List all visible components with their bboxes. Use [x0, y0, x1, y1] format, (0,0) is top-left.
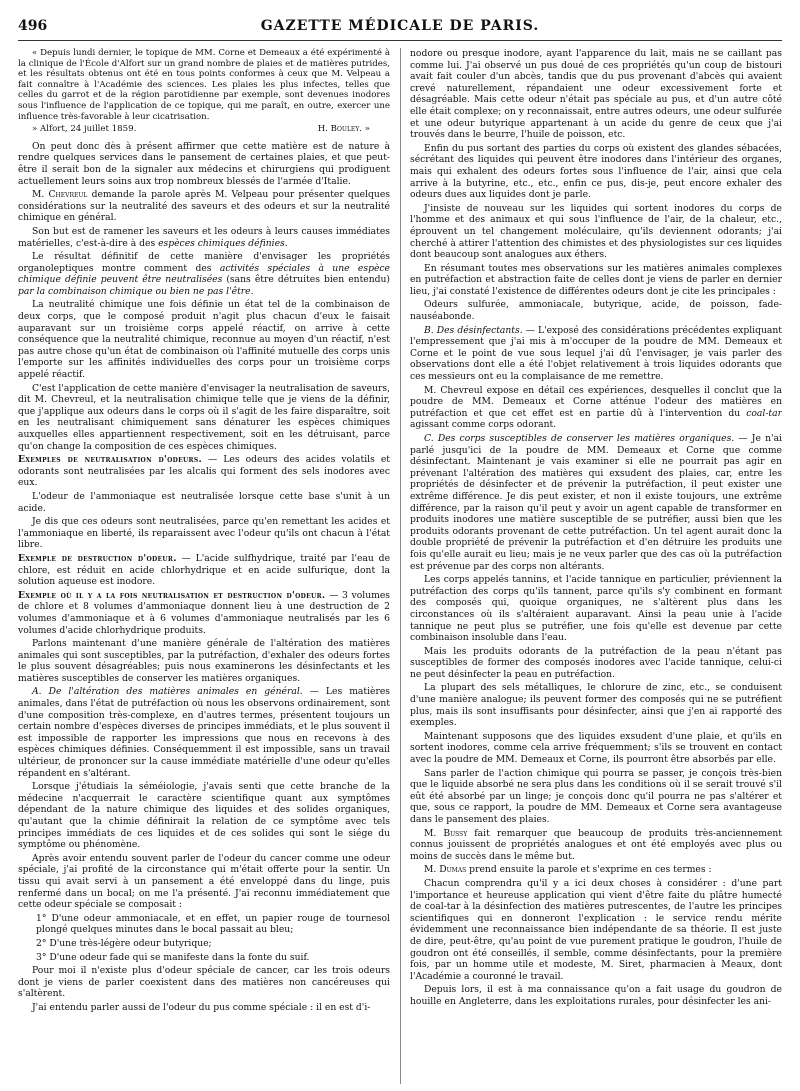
paragraph: La plupart des sels métalliques, le chlorure de zinc, etc., se conduisent d'une manière analogue; ils peuvent former des composés qui ne se putréfient plus, mais ils sont insuffisants pour désinfecter, ainsi que j'en ai rapporté des exemples.: [410, 682, 782, 729]
letter-signature: [18, 124, 390, 135]
paragraph: J'insiste de nouveau sur les liquides qui sortent inodores du corps de l'homme et des animaux et qui sous l'influence de l'air, de la chaleur, etc., éprouvent un tel changement moléculaire, qu'ils deviennent odorants; j'ai cherché à attirer l'attention des chimistes et des physiologistes sur ces liquides dont beaucoup sont analogues aux éthers.: [410, 202, 782, 261]
paragraph: On peut donc dès à présent affirmer que cette matière est de nature à rendre quelques services dans le pansement de certaines plaies, et que peut-être il serait bon de la signaler aux médecins et chirurgiens qui prodiguent actuellement leurs soins aux trop nombreux blessés de l'armée d'Italie.: [18, 140, 390, 187]
paragraph: Mais les produits odorants de la putréfaction de la peau n'étant pas susceptibles de former des composés inodores avec l'acide tannique, celui-ci ne peut désinfecter la peau en putréfaction.: [410, 645, 782, 680]
paragraph: Après avoir entendu souvent parler de l'odeur du cancer comme une odeur spéciale, j'ai profité de la circonstance qui m'était offerte pour la sentir. Un tissu qui avait servi à un pansement a été enveloppé dans du linge, puis renfermé dans un bocal; on me l'a présenté. J'ai reconnu immédiatement que cette odeur spéciale se composait :: [18, 852, 390, 911]
paragraph: Depuis lors, il est à ma connaissance qu'on a fait usage du goudron de houille en Angleterre, dans les exploitations rurales, pour désinfecter les ani-: [410, 984, 782, 1007]
paragraph: Maintenant supposons que des liquides exsudent d'une plaie, et qu'ils en sortent inodores, comme cela arrive fréquemment; s'ils se trouvent en contact avec la poudre de MM. Demeaux et Corne, ils pourront être absorbés par elle.: [410, 730, 782, 766]
signature-name: H. Bouley. »: [317, 124, 370, 135]
quoted-letter: « Depuis lundi dernier, le topique de MM. Corne et Demeaux a été expérimenté à la clinique de l'École d'Alfort sur un grand nombre de plaies et de matières putrides, et les résultats obtenus ont été en tous points conformes à ceux que M. Velpeau a fait connaître à l'Académie des sciences. Les plaies les plus infectes, telles que celles du garrot et de la région parotidienne par exemple, sont devenues inodores sous l'influence de l'application de ce topique, qui me paraît, en outre, exercer une influence très-favorable à leur cicatrisation.: [18, 48, 390, 122]
section-heading: B. Des désinfectants.: [424, 324, 523, 336]
speaker-name: M. Chevreul: [32, 189, 88, 201]
list-item: 2° D'une très-légère odeur butyrique;: [36, 937, 212, 949]
paragraph: Exemples de neutralisation d'odeurs. — Les odeurs des acides volatils et odorants sont neutralisées par les alcalis qui forment des sels inodores avec eux.: [18, 454, 390, 489]
paragraph: nodore ou presque inodore, ayant l'apparence du lait, mais ne se caillant pas comme lui. J'ai observé un pus doué de ces propriétés qu'un coup de bistouri avait fait couler d'un abcès, tandis que du pus provenant d'abcès qui avaient crevé naturellement, répandaient une odeur excessivement forte et désagréable. Mais cette odeur n'était pas spéciale au pus, et d'un autre côté elle était complexe; on y reconnaissait, entre autres odeurs, une odeur sulfurée et une odeur butyrique appartenant à un acide du genre de ceux que j'ai trouvés dans le beurre, l'huile de poisson, etc.: [410, 48, 782, 141]
paragraph: La neutralité chimique une fois définie un état tel de la combinaison de deux corps, que le composé produit n'agit plus chacun d'eux le faisait auparavant sur un troisième corps appelé réactif, on arrive à cette conséquence que la neutralité chimique, reconnue au moyen d'un réactif, n'est pas autre chose qu'un état de combinaison où l'affinité mutuelle des corps unis l'emporte sur les affinités individuelles des corps pour un troisième corps appelé réactif.: [18, 299, 390, 381]
signature-place-date: » Alfort, 24 juillet 1859.: [32, 124, 137, 135]
paragraph: Exemple de destruction d'odeur. — L'acide sulfhydrique, traité par l'eau de chlore, est réduit en acide chlorhydrique et en acide sulfurique, dont la solution aqueuse est inodore.: [18, 552, 390, 588]
paragraph: Exemple où il y a la fois neutralisation et destruction d'odeur. — 3 volumes de chlore et 8 volumes d'ammoniaque donnent lieu à une destruction de 2 volumes d'ammoniaque et à 6 volumes d'ammoniaque neutralisés par les 6 volumes d'acide chlorhydrique produits.: [18, 589, 390, 636]
speaker-name: M. Bussy: [424, 827, 468, 839]
paragraph: M. Chevreul demande la parole après M. Velpeau pour présenter quelques considérations sur la neutralité des saveurs et des odeurs et sur la neutralité chimique en général.: [18, 189, 390, 224]
paragraph: Enfin du pus sortant des parties du corps où existent des glandes sébacées, sécrétant des liquides qui peuvent être inodores dans l'intérieur des organes, mais qui exhalent des odeurs fortes sous l'influence de l'air, ainsi que cela arrive à la butyrine, etc., etc., enfin ce pus, dis-je, peut encore exhaler des odeurs dues aux liquides dont je parle.: [410, 142, 782, 201]
paragraph: M. Bussy fait remarquer que beaucoup de produits très-anciennement connus jouissent de propriétés analogues et ont été employés avec plus ou moins de succès dans le même but.: [410, 827, 782, 862]
page-header: [18, 18, 782, 36]
section-heading: A. De l'altération des matières animales en général.: [32, 686, 303, 698]
paragraph: C. Des corps susceptibles de conserver les matières organiques. — Je n'ai parlé jusqu'ici de la poudre de MM. Demeaux et Corne que comme désinfectant. Maintenant je vais examiner si elle ne pourrait pas agir en prévenant l'altération des matières qui exsudent des plaies, car, entre les propriétés de désinfecter et de prévenir la putréfaction, il peut exister une extrême différence. Je dis peut exister, et non il existe toujours, une extrême différence, par la raison qu'il peut y avoir un agent capable de transformer en produits inodores une matière susceptible de se putréfier, aussi bien que les produits odorants provenant de cette putréfaction. Un tel agent aurait donc la double propriété de prévenir la putréfaction et d'en détruire les produits une fois qu'elle aurait eu lieu; mais je ne veux parler que des cas où la putréfaction est prévenue par des corps non altérants.: [410, 433, 782, 572]
paragraph: A. De l'altération des matières animales en général. — Les matières animales, dans l'état de putréfaction où nous les observons ordinairement, sont d'une composition très-complexe, en d'autres termes, présentent toujours un certain nombre d'espèces diverses de principes immédiats, et le plus souvent il est impossible de rapporter les impressions que nous en recevons à des espèces chimiques définies. Conséquemment il est impossible, sans un travail ultérieur, de prononcer sur la cause immédiate matérielle d'une odeur qu'elles répandent en s'altérant.: [18, 686, 390, 779]
paragraph: M. Chevreul expose en détail ces expériences, desquelles il conclut que la poudre de MM. Demeaux et Corne atténue l'odeur des matières en putréfaction et que cet effet est en partie dû à l'intervention du coal-tar agissant comme corps odorant.: [410, 384, 782, 431]
journal-title: GAZETTE MÉDICALE DE PARIS.: [260, 18, 540, 34]
paragraph: Le résultat définitif de cette manière d'envisager les propriétés organoleptiques montre comment des activités spéciales à une espèce chimique définie peuvent être neutralisées (sans être détruites bien entendu) par la combinaison chimique ou bien ne pas l'être.: [18, 251, 390, 297]
paragraph: Son but est de ramener les saveurs et les odeurs à leurs causes immédiates matérielles, c'est-à-dire à des espèces chimiques définies.: [18, 225, 390, 249]
section-heading: Exemples de neutralisation d'odeurs.: [18, 454, 202, 466]
paragraph: Les corps appelés tannins, et l'acide tannique en particulier, préviennent la putréfaction des corps qu'ils tannent, parce qu'ils s'y combinent en formant des composés qui, quoique organiques, ne s'altèrent plus dans les circonstances où ils s'altéraient auparavant. Ainsi la peau unie à l'acide tannique ne peut plus se putréfier, une fois qu'elle est devenue par cette combinaison insoluble dans l'eau.: [410, 574, 782, 644]
paragraph: Sans parler de l'action chimique qui pourra se passer, je conçois très-bien que le liquide absorbé ne sera plus dans les conditions où il se serait trouvé s'il eût été absorbé par un linge; je conçois donc qu'il pourra ne pas s'altérer et que, sous ce rapport, la poudre de MM. Demeaux et Corne sera avantageuse dans le pansement des plaies.: [410, 767, 782, 825]
header-rule: [18, 40, 782, 41]
paragraph: Odeurs sulfurée, ammoniacale, butyrique, acide, de poisson, fade-nauséabonde.: [410, 299, 782, 323]
paragraph: Parlons maintenant d'une manière générale de l'altération des matières animales qui sont susceptibles, par la putréfaction, d'exhaler des odeurs fortes le plus souvent désagréables; puis nous examinerons les désinfectants et les matières susceptibles de conserver les matières organiques.: [18, 638, 390, 684]
paragraph: En résumant toutes mes observations sur les matières animales complexes en putréfaction et abstraction faite de celles dont je viens de parler en dernier lieu, j'ai constaté l'existence de différentes odeurs dont je cite les principales :: [410, 262, 782, 297]
section-heading: Exemple de destruction d'odeur.: [18, 552, 177, 564]
paragraph: Lorsque j'étudiais la séméiologie, j'avais senti que cette branche de la médecine n'acquerrait le caractère scientifique quant aux symptômes dépendant de la nature chimique des liquides et des solides organiques, qu'autant que la chimie définirait la relation de ce symptôme avec tels principes immédiats de ces liquides et de ces solides qui sont le siége du symptôme ou phénomène.: [18, 781, 390, 851]
list-item: 3° D'une odeur fade qui se manifeste dans la fonte du suif.: [36, 951, 310, 963]
section-heading: Exemple où il y a la fois neutralisation et destruction d'odeur.: [18, 589, 326, 601]
speaker-name: M. Dumas: [424, 864, 467, 876]
paragraph: M. Dumas prend ensuite la parole et s'exprime en ces termes :: [424, 864, 712, 876]
page-number: 496: [18, 18, 48, 34]
right-column: [410, 48, 782, 1088]
paragraph: Chacun comprendra qu'il y a ici deux choses à considérer : d'une part l'importance et heureuse application qui vient d'être faite du plâtre humecté de coal-tar à la désinfection des matières putrescentes, de l'autre les principes scientifiques qui en donneront l'explication : le service rendu mérite évidemment une reconnaissance bien indépendante de sa théorie. Il est juste de dire, peut-être, qu'au point de vue purement pratique le goudron, l'huile de goudron ont été conseillés, il semble, comme désinfectants, pour la première fois, par un homme utile et modeste, M. Siret, pharmacien à Meaux, dont l'Académie a couronné le travail.: [410, 877, 782, 982]
paragraph: L'odeur de l'ammoniaque est neutralisée lorsque cette base s'unit à un acide.: [18, 490, 390, 514]
paragraph: Pour moi il n'existe plus d'odeur spéciale de cancer, car les trois odeurs dont je viens de parler coexistent dans des matières non cancéreuses qui s'altèrent.: [18, 965, 390, 1000]
paragraph: J'ai entendu parler aussi de l'odeur du pus comme spéciale : il en est d'i-: [32, 1001, 371, 1013]
paragraph: B. Des désinfectants. — L'exposé des considérations précédentes expliquant l'empressement que j'ai mis à m'occuper de la poudre de MM. Demeaux et Corne et le point de vue sous lequel j'ai dû l'envisager, je vais parler des observations dont elle a été l'objet relativement à trois liquides odorants que ces messieurs ont eu la complaisance de me remettre.: [410, 324, 782, 383]
column-divider: [400, 48, 401, 1084]
left-column: [18, 48, 390, 1088]
paragraph: Je dis que ces odeurs sont neutralisées, parce qu'en remettant les acides et l'ammoniaque en liberté, ils reparaissent avec l'odeur qu'ils ont chacun à l'état libre.: [18, 516, 390, 551]
section-heading: C. Des corps susceptibles de conserver les matières organiques.: [424, 433, 735, 444]
paragraph: C'est l'application de cette manière d'envisager la neutralisation de saveurs, dit M. Chevreul, et la neutralisation chimique telle que je viens de la définir, que j'applique aux odeurs dans le corps où il s'agit de les faire disparaître, soit en les neutralisant chimiquement sans dénaturer les espèces chimiques auxquelles elles appartiennent respectivement, soit en les détruisant, parce qu'on change la composition de ces espèces chimiques.: [18, 382, 390, 452]
list-item: 1° D'une odeur ammoniacale, et en effet, un papier rouge de tournesol plongé quelques minutes dans le bocal passait au bleu;: [36, 912, 390, 936]
